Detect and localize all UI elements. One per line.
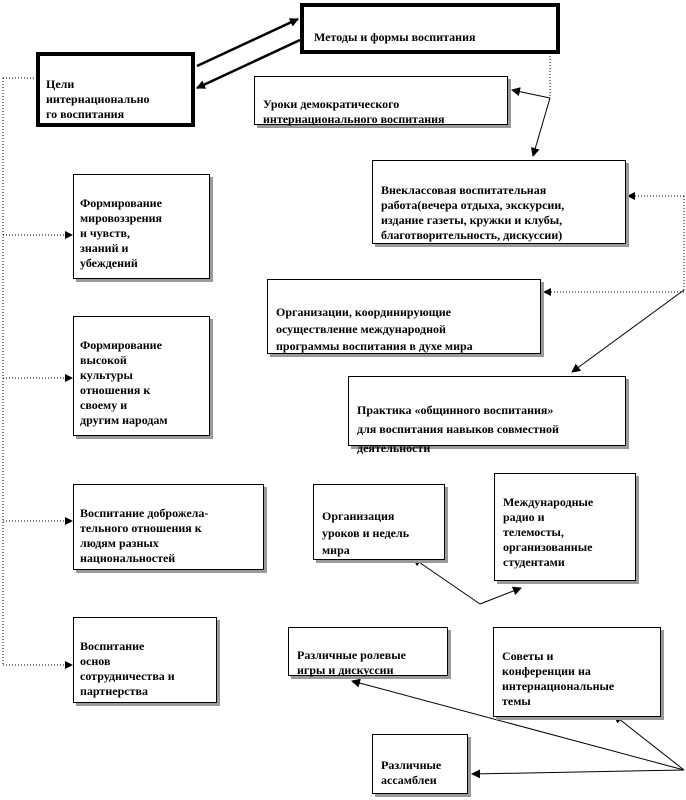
method-lessons-text: Уроки демократического интернационального воспитания <box>263 97 445 126</box>
goals-bracket <box>3 78 68 665</box>
method-telebridges-text: Международные радио и телемосты, организованные студентами <box>503 495 594 569</box>
method-box-telebridges <box>494 473 636 581</box>
method-box-community <box>348 376 626 455</box>
method-box-organizations <box>267 279 541 354</box>
methods-title-box <box>300 3 560 54</box>
method-box-assemblies <box>372 734 468 794</box>
methods-title: Методы и формы воспитания <box>314 30 476 44</box>
method-box-councils <box>493 627 661 717</box>
arrow-goals-to-methods <box>197 19 298 66</box>
goal-box-worldview <box>73 174 210 279</box>
goals-title-box <box>36 52 195 127</box>
goals-bracket-arrows <box>65 231 73 669</box>
method-box-role-games <box>288 627 448 676</box>
method-extracurricular-text: Внеклассовая воспитательная работа(вечера отдыха, экскурсии, издание газеты, кружки и клубы, благотворительность, дискуссии) <box>381 183 565 242</box>
method-role-games-text: Различные ролевые игры и дискуссии <box>297 648 406 677</box>
goal-goodwill-text: Воспитание доброжела- тельного отношения к людям разных национальностей <box>80 506 209 565</box>
goals-title: Цели интернационально го воспитания <box>46 77 150 121</box>
method-peace-weeks-text: Организация уроков и недель мира <box>322 509 410 557</box>
goal-culture-text: Формирование высокой культуры отношения к своему и другим народам <box>80 338 168 427</box>
method-box-extracurricular <box>372 160 626 244</box>
goal-box-cooperation <box>73 617 217 703</box>
goal-box-goodwill <box>73 484 264 570</box>
goal-cooperation-text: Воспитание основ сотрудничества и партнерства <box>80 639 175 698</box>
method-community-text: Практика «общинного воспитания» для воспитания навыков совместной деятельности <box>357 403 559 455</box>
goal-box-culture <box>73 316 210 436</box>
goal-worldview-text: Формирование мировоззрения и чувств, знаний и убеждений <box>80 196 162 270</box>
method-box-lessons <box>254 76 508 125</box>
method-organizations-text: Организации, координирующие осуществление международной программы воспитания в духе мира <box>276 305 473 353</box>
method-box-peace-weeks <box>313 484 445 560</box>
method-councils-text: Советы и конференции на интернациональные темы <box>502 649 615 708</box>
method-assemblies-text: Различные ассамблеи <box>381 758 442 787</box>
